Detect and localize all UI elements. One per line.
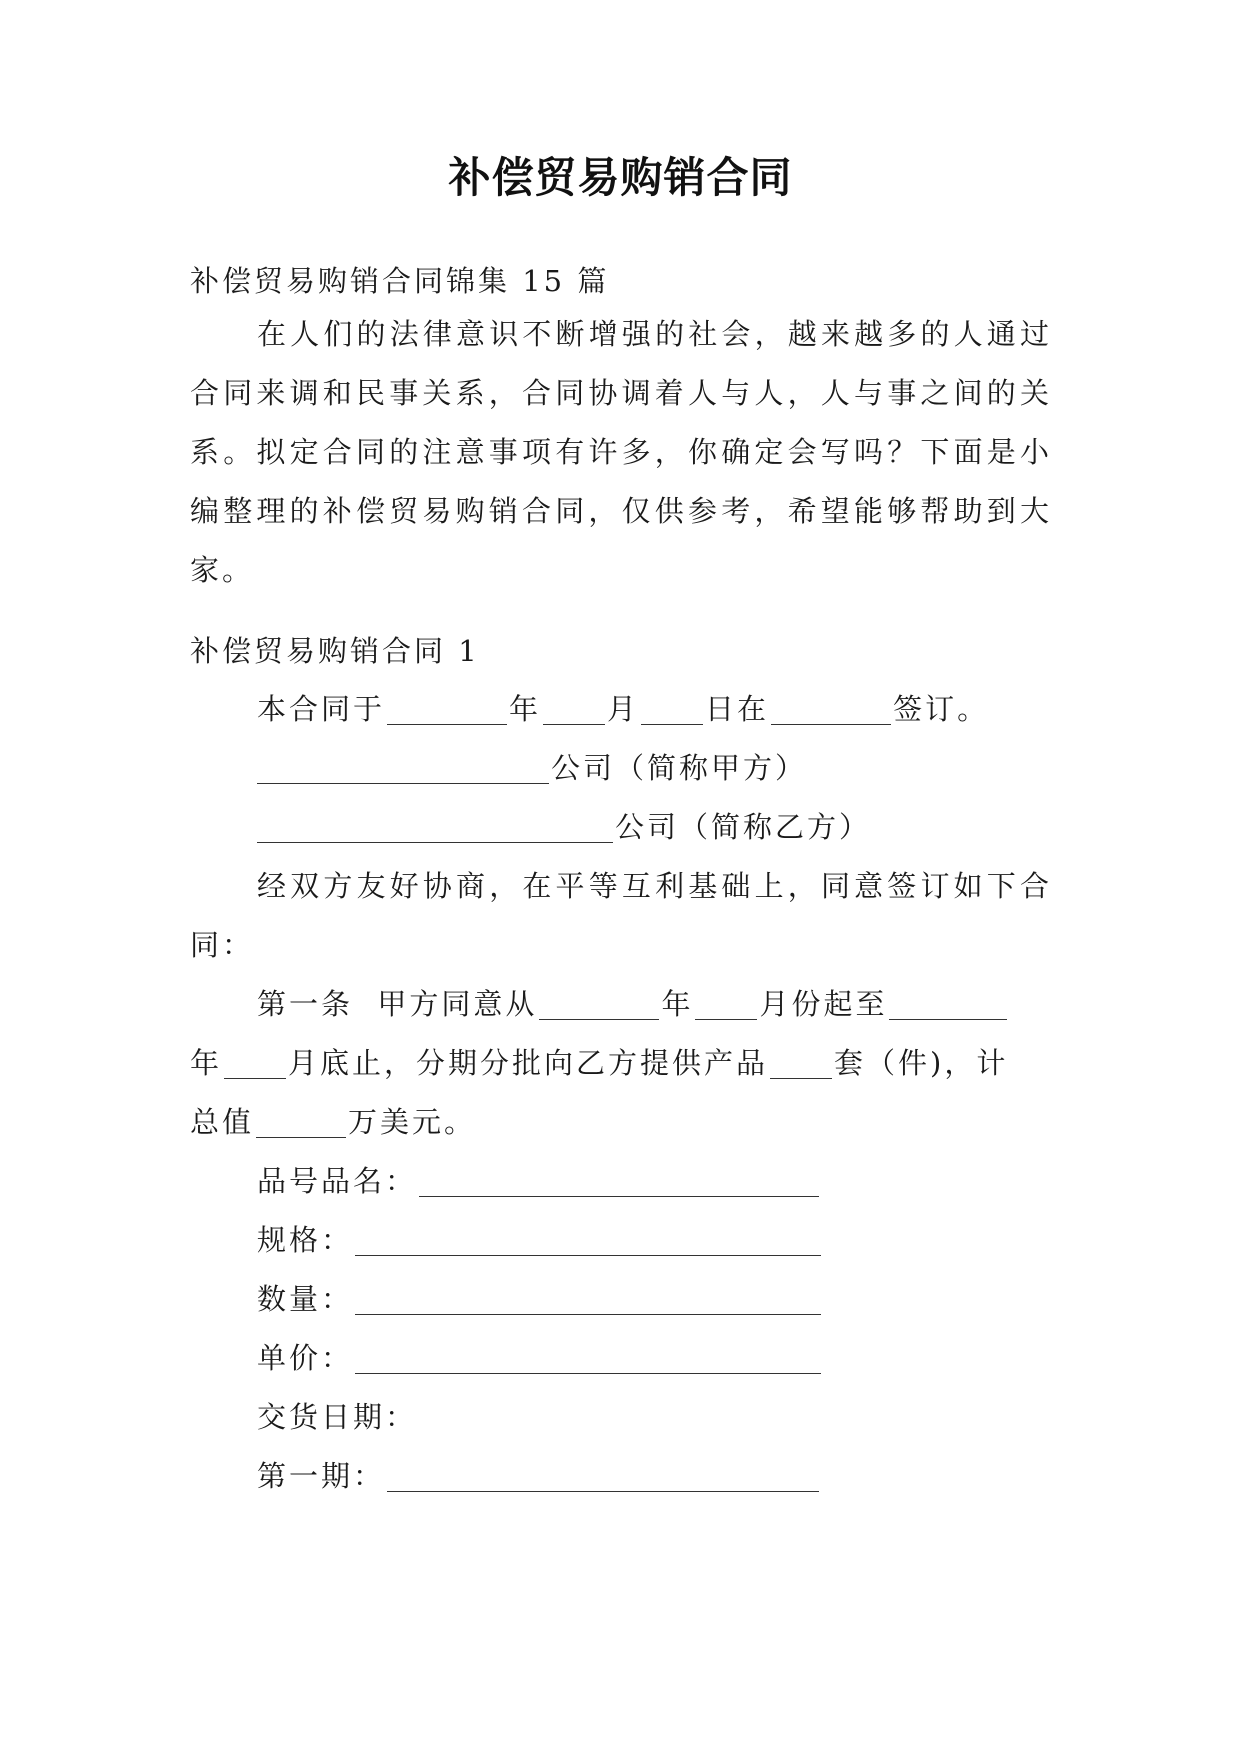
- start-year-blank: [539, 985, 659, 1020]
- party-b-line: [190, 798, 1052, 857]
- signing-day: 日在: [705, 692, 770, 726]
- end-year-blank: [889, 985, 1007, 1020]
- unit-price-line: [190, 1329, 1052, 1388]
- party-b-blank: [257, 808, 613, 843]
- article-one-prefix: 第一条 甲方同意从: [257, 987, 538, 1021]
- signing-year: 年: [509, 692, 542, 726]
- quantity-line: [190, 1270, 1052, 1329]
- article-one-line-1: [190, 975, 1052, 1034]
- end-year-label: 年: [190, 1046, 223, 1080]
- unit-price-blank: [355, 1339, 821, 1374]
- sets-blank: [770, 1044, 832, 1079]
- article-one-line-2: [190, 1034, 1052, 1093]
- start-year-label: 年: [661, 987, 694, 1021]
- product-name-line: [190, 1152, 1052, 1211]
- intro-line: 在人们的法律意识不断增强的社会，越来越多的人通过: [257, 317, 1052, 351]
- intro-paragraph: [190, 305, 1052, 600]
- start-month-blank: [695, 985, 757, 1020]
- start-month-label: 月份起至: [759, 987, 888, 1021]
- delivery-date-label: 交货日期：: [257, 1400, 418, 1434]
- party-a-label: 公司（简称甲方）: [551, 751, 808, 785]
- spec-label: 规格：: [257, 1223, 354, 1257]
- signing-month: 月: [607, 692, 640, 726]
- signing-line: [190, 680, 1052, 739]
- unit-price-label: 单价：: [257, 1341, 354, 1375]
- agreement-line: 经双方友好协商，在平等互利基础上，同意签订如下合: [257, 869, 1052, 903]
- quantity-label: 数量：: [257, 1282, 354, 1316]
- spec-blank: [355, 1221, 821, 1256]
- article-one-middle: 月底止，分期分批向乙方提供产品: [288, 1046, 769, 1080]
- place-blank: [771, 690, 891, 725]
- contract-body: [190, 680, 1052, 1506]
- total-blank: [256, 1103, 346, 1138]
- total-unit: 万美元。: [348, 1105, 477, 1139]
- phase-one-line: [190, 1447, 1052, 1506]
- total-label: 总值: [190, 1105, 255, 1139]
- collection-heading: 补偿贸易购销合同锦集 15 篇: [190, 264, 610, 298]
- spec-line: [190, 1211, 1052, 1270]
- collection-heading-block: [190, 252, 1052, 311]
- intro-line: 家。: [190, 553, 255, 587]
- contract-heading: 补偿贸易购销合同 1: [190, 634, 480, 668]
- article-one-sets: 套（件)，计: [834, 1046, 1009, 1080]
- month-blank: [543, 690, 605, 725]
- signing-prefix: 本合同于: [257, 692, 386, 726]
- end-month-blank: [224, 1044, 286, 1079]
- product-name-blank: [419, 1162, 819, 1197]
- phase-one-blank: [387, 1457, 819, 1492]
- party-a-line: [190, 739, 1052, 798]
- year-blank: [387, 690, 507, 725]
- intro-line: 合同来调和民事关系，合同协调着人与人，人与事之间的关: [190, 376, 1052, 410]
- product-name-label: 品号品名：: [257, 1164, 418, 1198]
- document-title: 补偿贸易购销合同: [448, 153, 793, 202]
- party-b-label: 公司（简称乙方）: [615, 810, 872, 844]
- phase-one-label: 第一期：: [257, 1459, 386, 1493]
- intro-line: 编整理的补偿贸易购销合同，仅供参考，希望能够帮助到大: [190, 494, 1052, 528]
- delivery-date-line: [190, 1388, 1052, 1447]
- signing-suffix: 签订。: [893, 692, 990, 726]
- intro-line: 系。拟定合同的注意事项有许多，你确定会写吗？下面是小: [190, 435, 1052, 469]
- day-blank: [641, 690, 703, 725]
- party-a-blank: [257, 749, 549, 784]
- agreement-line: 同：: [190, 928, 255, 962]
- quantity-blank: [355, 1280, 821, 1315]
- article-one-line-3: [190, 1093, 1052, 1152]
- contract-heading-block: [190, 622, 1052, 681]
